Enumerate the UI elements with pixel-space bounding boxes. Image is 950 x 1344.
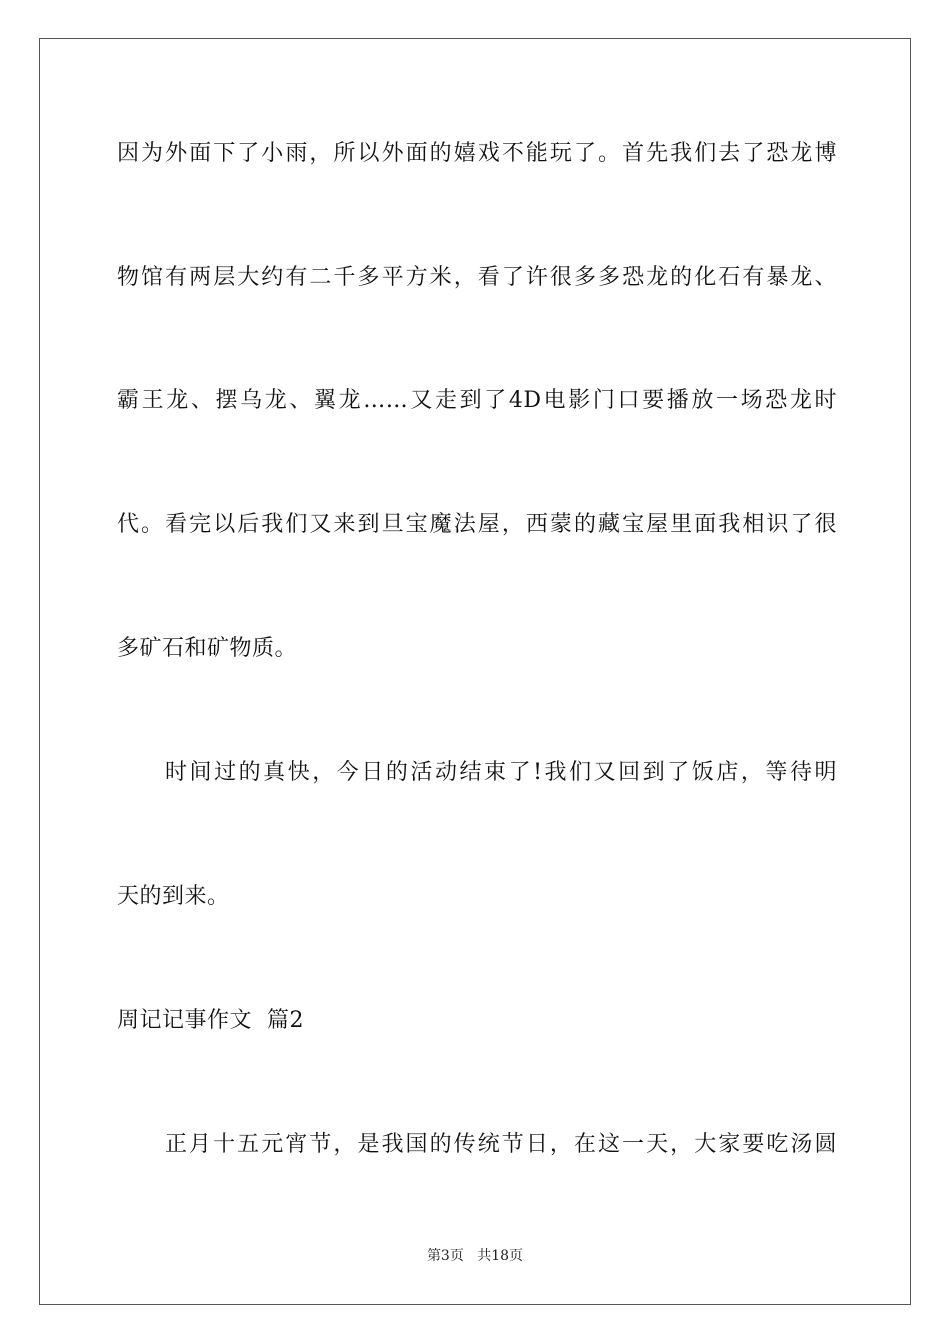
body-text-line: 天的到来。 — [117, 884, 230, 909]
body-text-line: 多矿石和矿物质。 — [117, 636, 298, 661]
body-text-line: 因为外面下了小雨，所以外面的嬉戏不能玩了。首先我们去了恐龙博 — [117, 141, 837, 166]
body-text-line: 代。看完以后我们又来到旦宝魔法屋，西蒙的藏宝屋里面我相识了很 — [117, 512, 837, 537]
paragraph-first-line: 正月十五元宵节，是我国的传统节日，在这一天，大家要吃汤圆 — [165, 1132, 837, 1157]
page-total: 共18页 — [477, 1248, 524, 1264]
page-number: 第3页 — [426, 1248, 464, 1264]
body-text-line: 物馆有两层大约有二千多平方米，看了许很多多恐龙的化石有暴龙、 — [117, 265, 837, 290]
page-border — [39, 38, 911, 1305]
page-footer — [0, 1246, 950, 1266]
section-heading: 周记记事作文 篇2 — [117, 1008, 304, 1033]
paragraph-first-line: 时间过的真快，今日的活动结束了!我们又回到了饭店，等待明 — [165, 760, 837, 785]
body-text-line: 霸王龙、摆乌龙、翼龙……又走到了4D电影门口要播放一场恐龙时 — [117, 388, 837, 413]
